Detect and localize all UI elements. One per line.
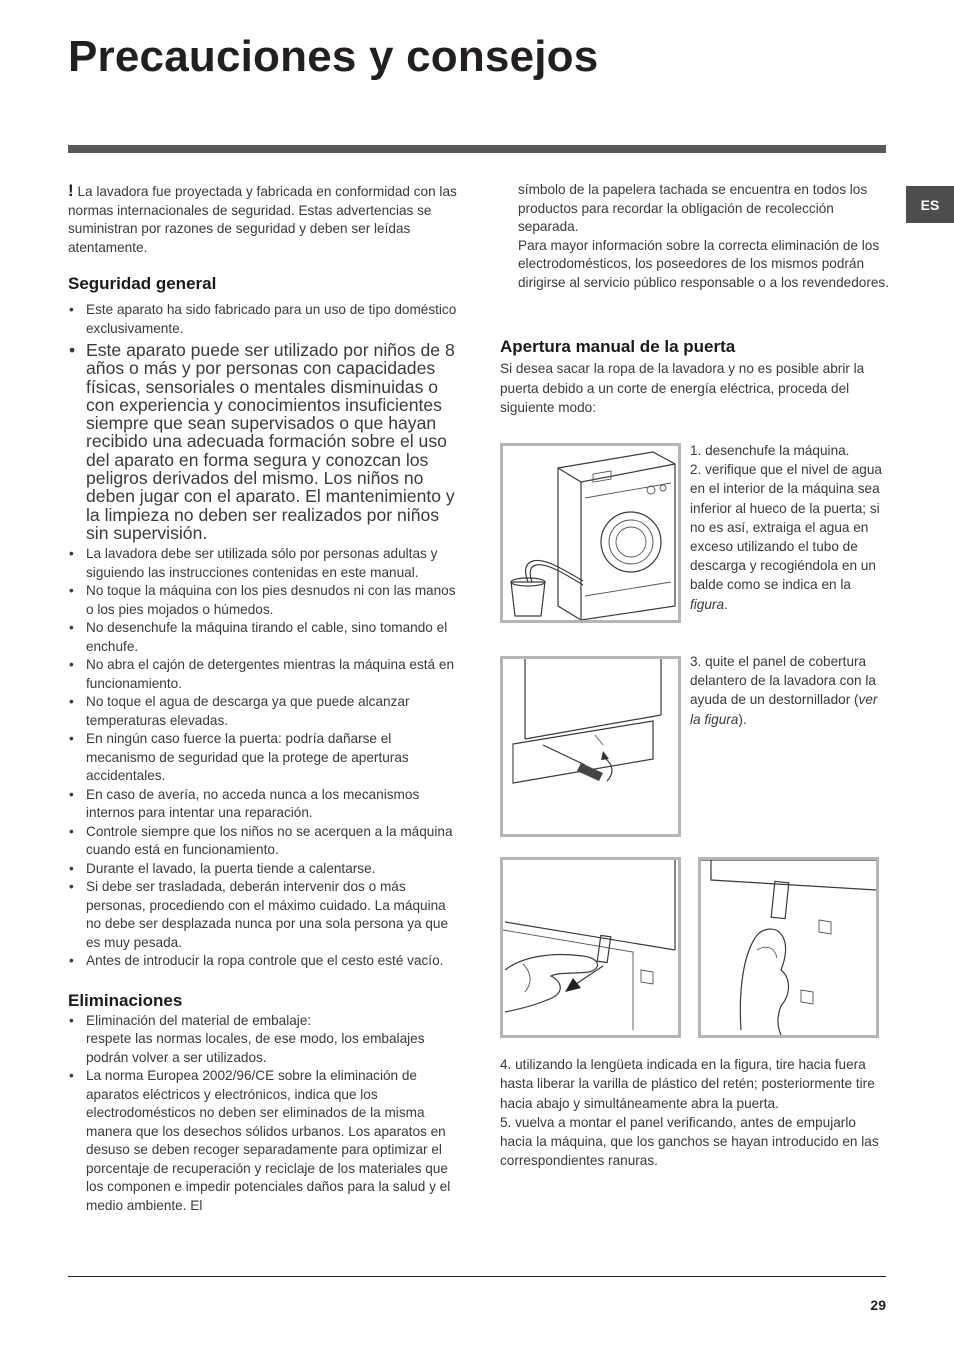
list-item: • No toque la máquina con los pies desnudos ni con las manos o los pies mojados o húmedos. [68,582,458,619]
list-item: • No toque el agua de descarga ya que puede alcanzar temperaturas elevadas. [68,693,458,730]
step-3: 3. quite el panel de cobertura delantero de la lavadora con la ayuda de un destornillador (ver la figura). [690,654,878,727]
eliminaciones-list [68,1012,458,1216]
list-item: • Este aparato puede ser utilizado por niños de 8 años o más y por personas con capacidades físicas, sensoriales o mentales disminuidas o con experiencia y conocimientos insuficientes siempre que sean supervisados o que hayan recibido una adecuada formación sobre el uso del aparato en forma segura y conozcan los peligros derivados del mismo. Los niños no deben jugar con el aparato. El mantenimiento y la limpieza no deben ser realizados por niños sin supervisión. [68,341,458,542]
page-title: Precauciones y consejos [68,32,599,81]
list-item: • En caso de avería, no acceda nunca a los mecanismos internos para intentar una reparación. [68,786,458,823]
figure-remove-panel [500,656,681,837]
apertura-intro: Si desea sacar la ropa de la lavadora y no es posible abrir la puerta debido a un corte de energía eléctrica, proceda del siguiente modo: [500,361,865,415]
left-column [68,182,458,1215]
hand-lower-tab-illustration [701,860,876,1035]
hand-pull-tab-illustration [503,860,678,1035]
footer-rule [68,1276,886,1277]
heading-eliminaciones: Eliminaciones [68,990,183,1010]
list-item: • Si debe ser trasladada, deberán intervenir dos o más personas, procediendo con el máximo cuidado. La máquina no debe ser desplazada nunca por una sola persona ya que es muy pesada. [68,878,458,952]
heading-apertura: Apertura manual de la puerta [500,337,736,356]
seguridad-list [68,301,458,971]
language-tab: ES [906,186,954,223]
list-item: • No desenchufe la máquina tirando el cable, sino tomando el enchufe. [68,619,458,656]
intro-paragraph [68,182,458,257]
intro-text: La lavadora fue proyectada y fabricada en conformidad con las normas internacionales de seguridad. Estas advertencias se suministran por razones de seguridad y deben ser leídas atentamente. [68,184,457,255]
warning-mark: ! [68,181,74,200]
eliminaciones-continued: símbolo de la papelera tachada se encuentra en todos los productos para recordar la obligación de recolección separada. [518,182,868,234]
list-item: • En ningún caso fuerce la puerta: podría dañarse el mecanismo de seguridad que la protege de aperturas accidentales. [68,730,458,786]
step-1-2-text [690,441,890,614]
figure-lower-tab [698,857,879,1038]
step-4-5-text [500,1055,890,1171]
screwdriver-panel-illustration [503,659,678,834]
list-item: • Controle siempre que los niños no se acerquen a la máquina cuando está en funcionamiento. [68,823,458,860]
title-rule [68,145,886,153]
eliminaciones-info: Para mayor información sobre la correcta eliminación de los electrodomésticos, los poseedores de los mismos podrán dirigirse al servicio público responsable o a los revendedores. [518,237,890,290]
washing-machine-illustration [503,446,678,620]
step-2: 2. verifique que el nivel de agua en el interior de la máquina sea inferior al hueco de la puerta; si no es así, extraiga el agua en exceso utilizando el tubo de descarga y recogiéndola en un balde como se indica en la figura. [690,462,882,612]
heading-seguridad: Seguridad general [68,274,217,293]
list-item: • La lavadora debe ser utilizada sólo por personas adultas y siguiendo las instrucciones contenidas en este manual. [68,545,458,582]
list-item: • La norma Europea 2002/96/CE sobre la eliminación de aparatos eléctricos y electrónicos, indica que los electrodomésticos no deben ser eliminados de la misma manera que los desechos sólidos urbanos. Los aparatos en desuso se deben recoger separadamente para optimizar el porcentaje de recuperación y reciclaje de los materiales que los componen e impedir potenciales daños para la salud y el medio ambiente. El [68,1067,458,1215]
list-item: • Este aparato ha sido fabricado para un uso de tipo doméstico exclusivamente. [68,301,458,338]
list-item-line: Eliminación del material de embalaje: [86,1012,312,1028]
step-1: 1. desenchufe la máquina. [690,443,850,458]
list-item: • No abra el cajón de detergentes mientras la máquina está en funcionamiento. [68,656,458,693]
step-4: 4. utilizando la lengüeta indicada en la figura, tire hacia fuera hasta liberar la varilla de plástico del retén; posteriormente tire hacia abajo y simultáneamente abra la puerta. [500,1057,875,1111]
list-item: • Antes de introducir la ropa controle que el cesto esté vacío. [68,952,458,971]
right-column [500,181,890,418]
list-item-line: respete las normas locales, de ese modo, los embalajes podrán volver a ser utilizados. [86,1031,425,1065]
step-5: 5. vuelva a montar el panel verificando, antes de empujarlo hacia la máquina, que los ganchos se hayan introducido en las correspondientes ranuras. [500,1114,879,1169]
page-number: 29 [870,1297,886,1313]
figure-drain-water [500,443,681,623]
list-item [68,1012,458,1068]
figure-pull-tab [500,857,681,1038]
list-item: • Durante el lavado, la puerta tiende a calentarse. [68,860,458,879]
